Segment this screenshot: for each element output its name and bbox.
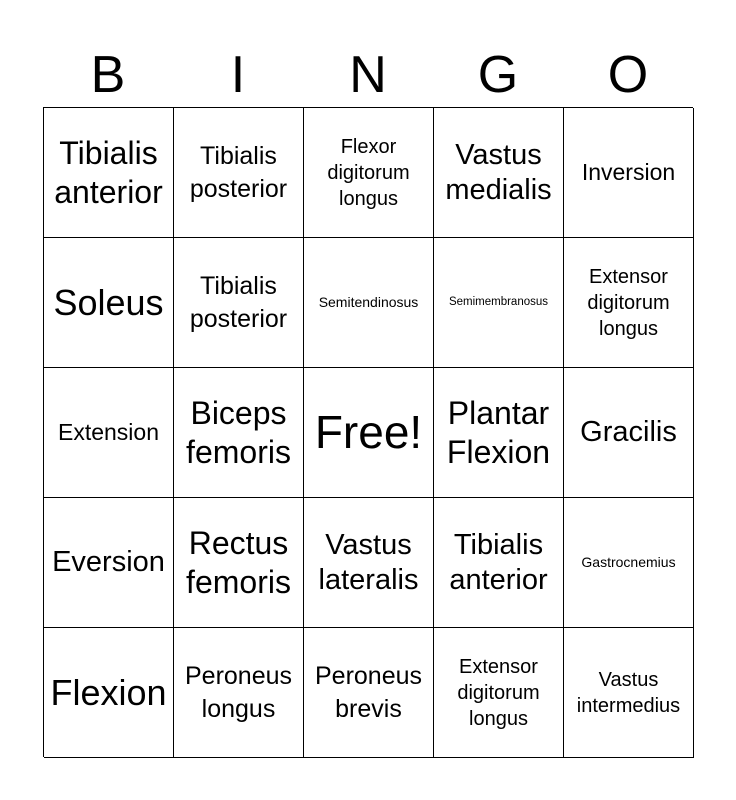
cell-text: Extensor digitorum longus — [457, 655, 540, 730]
bingo-cell[interactable] — [564, 628, 694, 758]
bingo-cell[interactable] — [174, 368, 304, 498]
bingo-cell[interactable] — [304, 108, 434, 238]
bingo-cell[interactable] — [304, 238, 434, 368]
cell-text: Vastus intermedius — [576, 668, 681, 717]
cell-text: Extensor digitorum longus — [587, 265, 670, 340]
bingo-header — [43, 44, 693, 106]
cell-text: Vastus medialis — [445, 138, 552, 206]
header-letter-n: N — [349, 46, 387, 104]
cell-text: Inversion — [581, 159, 676, 186]
header-letter-i: I — [230, 46, 246, 104]
cell-text: Gracilis — [580, 416, 677, 449]
cell-text: Soleus — [53, 281, 164, 323]
cell-text: Plantar Flexion — [446, 395, 551, 470]
cell-text: Tibialis anterior — [449, 528, 548, 596]
bingo-cell[interactable] — [434, 498, 564, 628]
bingo-cell[interactable] — [434, 108, 564, 238]
bingo-cell[interactable] — [564, 108, 694, 238]
cell-text: Flexor digitorum longus — [327, 135, 410, 210]
bingo-cell[interactable] — [434, 628, 564, 758]
bingo-cell[interactable] — [434, 238, 564, 368]
bingo-cell[interactable] — [44, 108, 174, 238]
bingo-cell[interactable] — [44, 628, 174, 758]
free-space: Free! — [314, 406, 423, 459]
cell-text: Peroneus longus — [184, 662, 293, 723]
bingo-cell[interactable] — [564, 498, 694, 628]
bingo-cell[interactable] — [304, 498, 434, 628]
cell-text: Gastrocnemius — [581, 554, 676, 571]
cell-text: Semimembranosus — [448, 296, 549, 309]
bingo-cell[interactable] — [44, 238, 174, 368]
bingo-cell[interactable] — [564, 238, 694, 368]
cell-text: Peroneus brevis — [314, 662, 423, 723]
bingo-cell[interactable] — [44, 498, 174, 628]
bingo-cell[interactable] — [44, 368, 174, 498]
cell-text: Vastus lateralis — [318, 528, 419, 596]
cell-text: Tibialis posterior — [189, 272, 288, 333]
bingo-cell[interactable] — [434, 368, 564, 498]
cell-text: Rectus femoris — [186, 525, 291, 600]
bingo-board — [43, 107, 693, 757]
header-letter-g: G — [477, 46, 519, 104]
bingo-cell[interactable] — [174, 238, 304, 368]
bingo-cell[interactable] — [174, 628, 304, 758]
cell-text: Eversion — [52, 546, 165, 579]
cell-text: Tibialis anterior — [54, 135, 163, 210]
bingo-cell[interactable] — [564, 368, 694, 498]
bingo-cell[interactable] — [174, 108, 304, 238]
header-letter-o: O — [607, 46, 649, 104]
bingo-cell[interactable] — [174, 498, 304, 628]
cell-text: Extension — [57, 419, 159, 446]
cell-text: Flexion — [50, 671, 167, 713]
bingo-cell[interactable] — [304, 368, 434, 498]
cell-text: Tibialis posterior — [189, 142, 288, 203]
cell-text: Semitendinosus — [318, 294, 419, 311]
cell-text: Biceps femoris — [186, 395, 291, 470]
bingo-cell[interactable] — [304, 628, 434, 758]
header-letter-b: B — [90, 46, 126, 104]
